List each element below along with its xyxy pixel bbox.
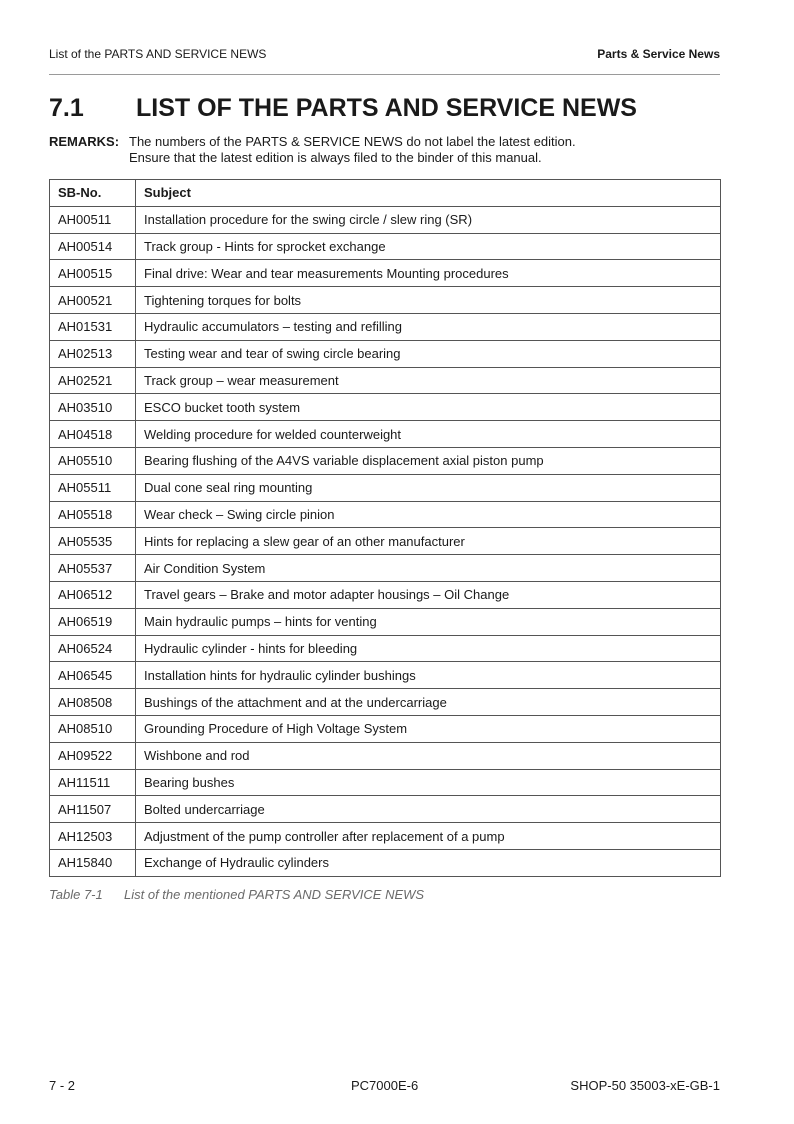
header-left-text: List of the PARTS AND SERVICE NEWS [49,47,267,61]
subject-cell: Welding procedure for welded counterweight [136,421,721,448]
table-row [50,233,721,260]
table-row [50,689,721,716]
sb-number-cell: AH08510 [50,715,136,742]
subject-cell: Bearing flushing of the A4VS variable displacement axial piston pump [136,447,721,474]
model-number: PC7000E-6 [351,1078,419,1093]
subject-cell: Wear check – Swing circle pinion [136,501,721,528]
subject-cell: Bearing bushes [136,769,721,796]
sb-number-cell: AH05518 [50,501,136,528]
caption-text: List of the mentioned PARTS AND SERVICE NEWS [124,887,425,902]
sb-number-cell: AH06512 [50,581,136,608]
sb-number-cell: AH01531 [50,313,136,340]
subject-cell: Hints for replacing a slew gear of an other manufacturer [136,528,721,555]
table-row [50,206,721,233]
subject-cell: Air Condition System [136,555,721,582]
sb-number-cell: AH05537 [50,555,136,582]
remarks-line-2: Ensure that the latest edition is always filed to the binder of this manual. [129,150,542,165]
caption-label: Table 7-1 [49,887,103,902]
table-row [50,715,721,742]
subject-cell: Tightening torques for bolts [136,287,721,314]
subject-cell: Final drive: Wear and tear measurements Mounting procedures [136,260,721,287]
table-row [50,367,721,394]
subject-cell: Dual cone seal ring mounting [136,474,721,501]
table-row [50,340,721,367]
table-row [50,421,721,448]
subject-cell: Exchange of Hydraulic cylinders [136,849,721,876]
table-row [50,635,721,662]
sb-number-cell: AH08508 [50,689,136,716]
table-row [50,823,721,850]
subject-cell: Track group – wear measurement [136,367,721,394]
page-footer [49,1078,720,1096]
sb-number-cell: AH00511 [50,206,136,233]
sb-number-cell: AH05510 [50,447,136,474]
subject-cell: ESCO bucket tooth system [136,394,721,421]
sb-number-cell: AH05511 [50,474,136,501]
sb-number-cell: AH09522 [50,742,136,769]
sb-number-cell: AH11507 [50,796,136,823]
subject-cell: Testing wear and tear of swing circle bearing [136,340,721,367]
subject-cell: Hydraulic cylinder - hints for bleeding [136,635,721,662]
table-caption [49,887,424,902]
column-header-sb-no: SB-No. [50,180,136,207]
table-row [50,501,721,528]
table-header-row [50,180,721,207]
section-title [49,94,637,123]
remarks-label: REMARKS: [49,134,120,149]
sb-number-cell: AH00521 [50,287,136,314]
subject-cell: Bolted undercarriage [136,796,721,823]
sb-number-cell: AH00515 [50,260,136,287]
table-row [50,742,721,769]
sb-number-cell: AH11511 [50,769,136,796]
table-row [50,313,721,340]
table-row [50,394,721,421]
subject-cell: Main hydraulic pumps – hints for venting [136,608,721,635]
sb-number-cell: AH04518 [50,421,136,448]
table-row [50,662,721,689]
subject-cell: Grounding Procedure of High Voltage System [136,715,721,742]
remarks-text [129,134,729,166]
sb-number-cell: AH03510 [50,394,136,421]
page-header [49,47,720,65]
section-number: 7.1 [49,94,84,122]
sb-number-cell: AH15840 [50,849,136,876]
sb-number-cell: AH06524 [50,635,136,662]
table-row [50,849,721,876]
sb-number-cell: AH06545 [50,662,136,689]
table-row [50,287,721,314]
table-row [50,474,721,501]
remarks-line-1: The numbers of the PARTS & SERVICE NEWS do not label the latest edition. [129,134,576,149]
table-row [50,608,721,635]
table-row [50,528,721,555]
sb-number-cell: AH02513 [50,340,136,367]
header-right-text: Parts & Service News [597,47,720,61]
subject-cell: Adjustment of the pump controller after replacement of a pump [136,823,721,850]
table-row [50,447,721,474]
column-header-subject: Subject [136,180,721,207]
page-number: 7 - 2 [49,1078,76,1093]
subject-cell: Track group - Hints for sprocket exchange [136,233,721,260]
table-row [50,796,721,823]
header-divider [49,74,720,75]
table-row [50,555,721,582]
document-number: SHOP-50 35003-xE-GB-1 [570,1078,720,1093]
subject-cell: Hydraulic accumulators – testing and refilling [136,313,721,340]
subject-cell: Installation hints for hydraulic cylinder bushings [136,662,721,689]
table-row [50,769,721,796]
sb-number-cell: AH02521 [50,367,136,394]
table-row [50,581,721,608]
sb-number-cell: AH05535 [50,528,136,555]
table-row [50,260,721,287]
service-news-table [49,179,721,877]
subject-cell: Installation procedure for the swing circle / slew ring (SR) [136,206,721,233]
subject-cell: Travel gears – Brake and motor adapter housings – Oil Change [136,581,721,608]
sb-number-cell: AH00514 [50,233,136,260]
subject-cell: Wishbone and rod [136,742,721,769]
sb-number-cell: AH06519 [50,608,136,635]
subject-cell: Bushings of the attachment and at the undercarriage [136,689,721,716]
sb-number-cell: AH12503 [50,823,136,850]
section-heading: LIST OF THE PARTS AND SERVICE NEWS [136,94,637,122]
